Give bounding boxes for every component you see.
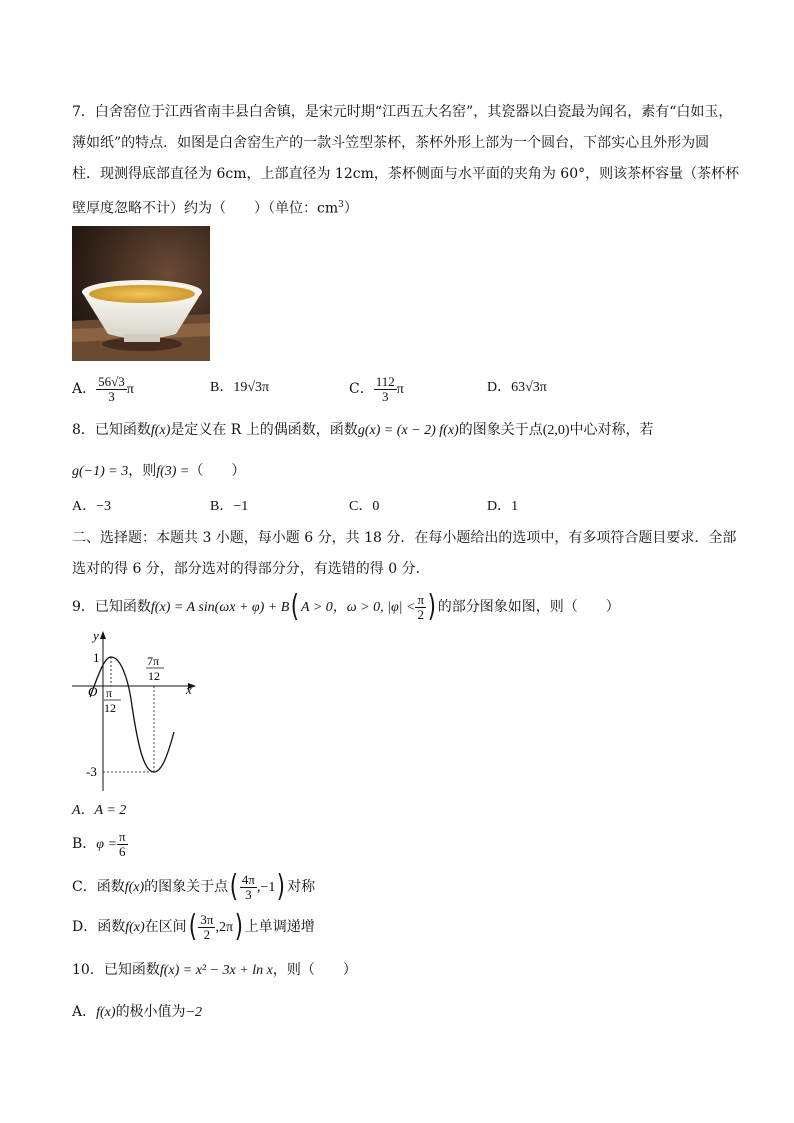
q7-unit-superscript: 3 (338, 200, 344, 210)
q9-option-a-text: A．A = 2 (72, 803, 127, 818)
q7-option-a-label: A． (72, 381, 97, 397)
q9-option-a[interactable] (72, 800, 126, 821)
teacup-illustration (72, 226, 210, 361)
q7-stem-line-4 (72, 195, 358, 219)
q7-option-a[interactable] (72, 373, 134, 406)
q8-option-b[interactable]: B．−1 (210, 499, 249, 514)
q10-function: f(x) = x² − 3x + ln x (159, 963, 273, 978)
q9-option-c-f: f(x) (124, 880, 145, 895)
q7-stem-line-1: 7．白舍窑位于江西省南丰县白舍镇，是宋元时期“江西五大名窑”，其瓷器以白瓷最为闻名，素有“白如玉， (72, 104, 733, 120)
q8-blank: （ ） (189, 463, 246, 479)
q9-option-d-right-paren: ) (234, 909, 244, 944)
q9-option-b-fraction (117, 830, 128, 859)
q8-f-3: f(3) = (156, 464, 190, 479)
q9-option-d-mid: 在区间 (144, 919, 187, 935)
origin-label: O (88, 684, 98, 699)
q7-option-a-numerator: 56√3 (98, 373, 125, 389)
q9-option-d-denominator: 2 (203, 926, 211, 942)
q9-graph-svg (68, 626, 208, 794)
q8-g-value: g(−1) = 3 (72, 464, 129, 479)
q8-option-d[interactable]: D．1 (487, 499, 519, 514)
x2-denominator: 12 (148, 669, 160, 683)
q9-option-c-intro: C．函数 (72, 879, 125, 895)
q9-option-c-numerator: 4π (241, 871, 255, 887)
q9-option-d-end: 上单调递增 (244, 919, 315, 935)
q9-stem-end: 的部分图象如图，则（ ） (437, 599, 620, 615)
q9-option-d[interactable] (72, 910, 315, 945)
q7-option-c-numerator: 112 (375, 373, 395, 389)
q7-option-a-denominator: 3 (108, 388, 115, 404)
q8-option-a[interactable]: A．−3 (72, 499, 112, 514)
q8-g-definition: g(x) = (x − 2) f(x) (357, 423, 459, 438)
q7-stem-line-2: 薄如纸”的特点．如图是白舍窑生产的一款斗笠型茶杯，茶杯外形上部为一个圆台，下部实心且外形为圆 (72, 135, 710, 151)
q8-stem-line-1 (72, 420, 654, 441)
q9-option-c-y: ,−1 (256, 880, 276, 895)
y-max-label: 1 (93, 650, 100, 665)
q9-option-d-intro: D．函数 (72, 919, 126, 935)
q9-option-b-label: B． (72, 836, 97, 852)
q7-option-c-denominator: 3 (381, 388, 389, 404)
q10-stem-end: ，则（ ） (272, 962, 357, 978)
q9-option-b-denominator: 6 (119, 843, 126, 859)
q7-option-c-fraction (374, 375, 397, 404)
x2-numerator: 7π (147, 654, 160, 668)
q9-right-paren: ) (427, 589, 437, 624)
q9-option-c[interactable] (72, 870, 315, 905)
q9-option-b-numerator: π (119, 828, 126, 844)
q8-stem-symmetric: 的图象关于点 (458, 422, 543, 438)
x1-numerator: π (106, 686, 113, 700)
q9-option-c-right-paren: ) (277, 869, 286, 904)
q8-stem-even: 是定义在 R 上的偶函数，函数 (170, 422, 358, 438)
section-2-heading-line-2: 选对的得 6 分，部分选对的得部分分，有选错的得 0 分． (72, 561, 430, 577)
y-axis-label: y (93, 628, 99, 643)
q10-option-a-value: −2 (185, 1005, 203, 1020)
q10-stem-intro: 10．已知函数 (72, 962, 160, 978)
q9-stem-intro: 9．已知函数 (72, 599, 151, 615)
q9-option-d-fraction (198, 913, 215, 942)
q9-conditions: A > 0，ω > 0, |φ| < (301, 600, 416, 615)
q7-option-a-pi: π (126, 382, 134, 397)
q9-option-c-denominator: 3 (245, 886, 252, 902)
q9-option-c-fraction (240, 873, 257, 902)
q9-left-paren: ( (291, 589, 300, 624)
q8-center-point: (2,0) (542, 423, 570, 438)
q9-option-d-numerator: 3π (200, 911, 214, 927)
y-axis-arrow (100, 631, 106, 639)
q10-stem (72, 960, 357, 981)
q9-stem (72, 590, 620, 625)
x1-denominator: 12 (104, 701, 116, 715)
q9-condition-numerator: π (417, 591, 425, 607)
q10-option-a[interactable] (72, 1002, 202, 1023)
q8-stem-center: 中心对称，若 (569, 422, 654, 438)
q9-option-b[interactable] (72, 828, 128, 861)
q9-option-c-left-paren: ( (229, 869, 239, 904)
section-2-heading-line-1: 二、选择题：本题共 3 小题，每小题 6 分，共 18 分．在每小题给出的选项中，有多项符合题目要求．全部 (72, 530, 737, 546)
q7-stem-line-4-end: ） (343, 200, 358, 217)
q7-option-d[interactable]: D．63√3π (487, 380, 547, 395)
q9-option-b-var: φ = (96, 837, 117, 852)
q7-option-c-pi: π (396, 382, 404, 397)
q10-option-a-f: f(x) (96, 1005, 116, 1020)
q8-stem-line-2 (72, 461, 245, 482)
q8-option-c[interactable]: C．0 (349, 499, 380, 514)
q9-function-graph (68, 626, 208, 794)
q9-option-c-mid: 的图象关于点 (144, 879, 229, 895)
q8-stem-intro: 8．已知函数 (72, 422, 151, 438)
q7-option-c[interactable] (349, 373, 404, 406)
q10-option-a-text: 的极小值为 (115, 1004, 186, 1020)
q7-stem-line-3: 柱．现测得底部直径为 6cm，上部直径为 12cm，茶杯侧面与水平面的夹角为 60°，则该茶杯容量（茶杯杯 (72, 166, 740, 182)
q10-option-a-label: A． (72, 1004, 97, 1020)
q7-option-b[interactable]: B．19√3π (210, 380, 270, 395)
q9-option-c-end: 对称 (287, 879, 316, 895)
x-axis-label: x (186, 682, 192, 697)
q9-condition-denominator: 2 (417, 606, 425, 622)
q9-option-d-f: f(x) (125, 920, 145, 935)
q9-condition-fraction (415, 593, 426, 622)
q7-option-c-label: C． (349, 381, 374, 397)
q7-stem-line-4-text: 壁厚度忽略不计）约为（ ）（单位：cm (72, 200, 339, 217)
q7-option-a-fraction (96, 375, 127, 404)
q9-option-d-left-paren: ( (188, 909, 197, 944)
teacup-photo (72, 226, 210, 361)
q9-function: f(x) = A sin(ωx + φ) + B (150, 600, 290, 615)
q8-f-of-x: f(x) (150, 423, 171, 438)
q8-stem-then: ，则 (128, 463, 157, 479)
y-min-label: -3 (86, 764, 97, 779)
q9-option-d-upper: ,2π (215, 920, 234, 935)
